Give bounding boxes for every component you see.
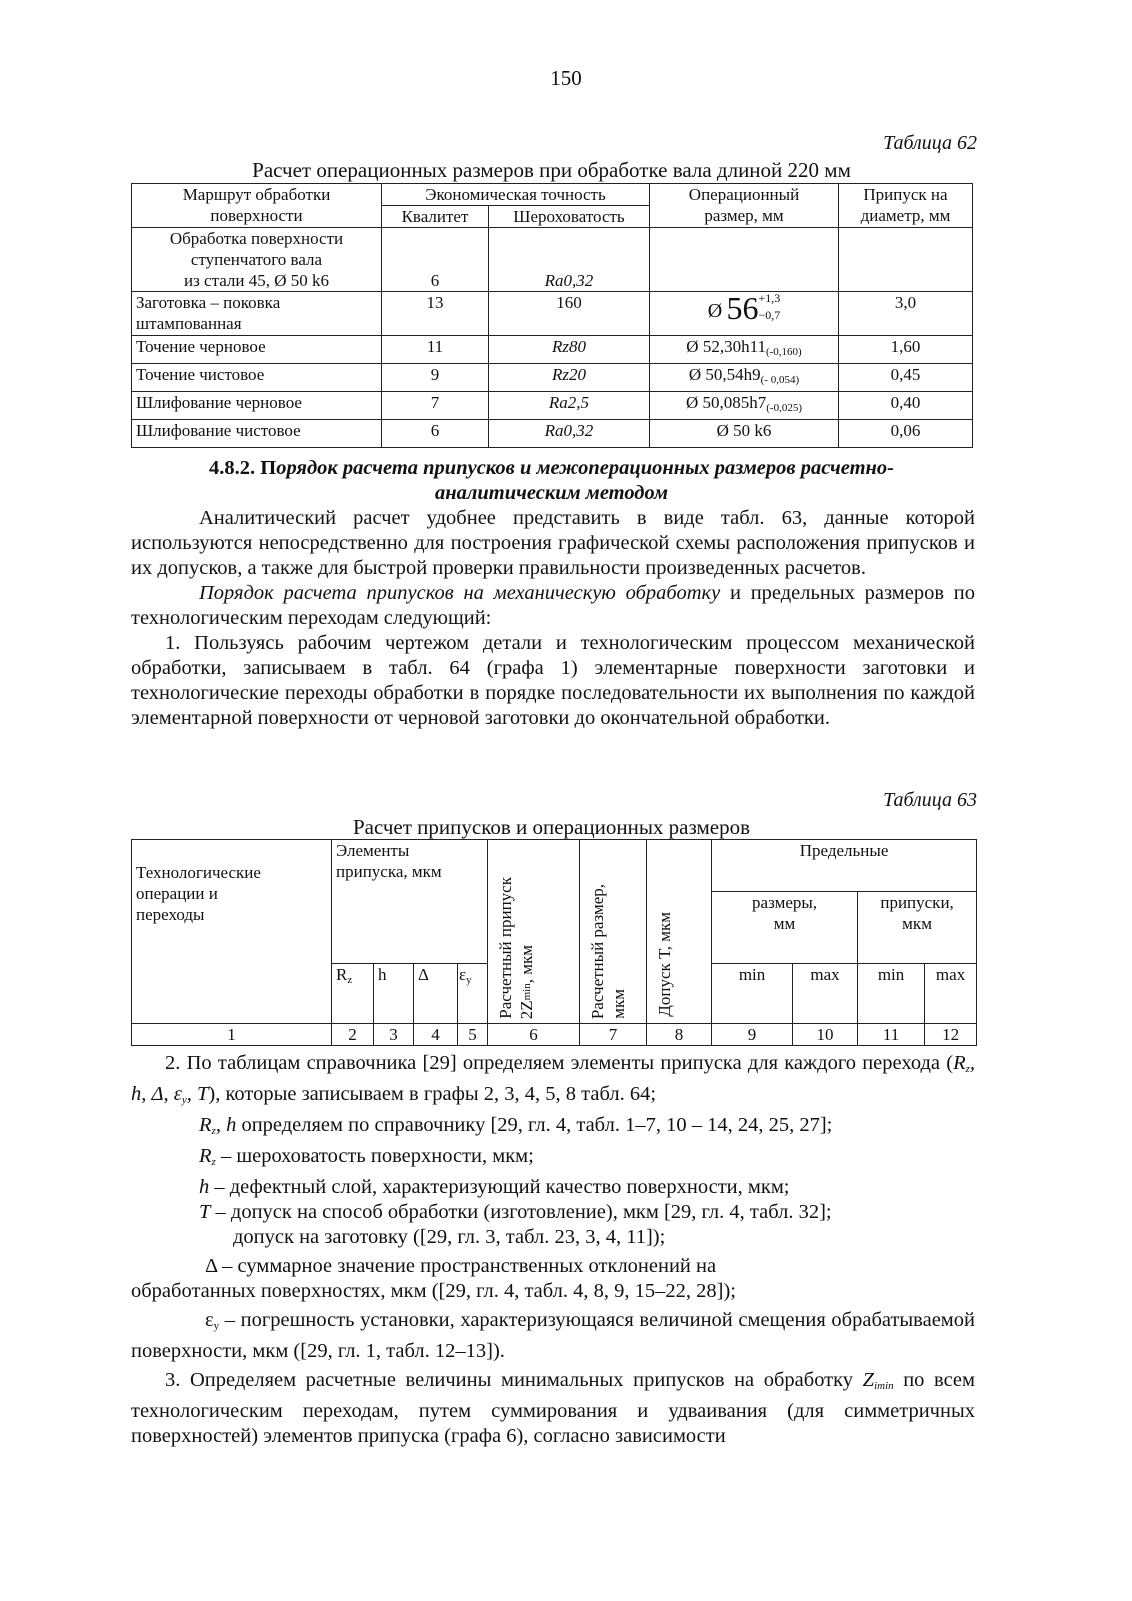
section-number: 4.8.2. П [208, 457, 277, 479]
header-h: h [374, 964, 414, 1024]
line-delta-2: обработанных поверхностях, мкм ([29, гл. 4, табл. 4, 8, 9, 15–22, 28]); [131, 1280, 737, 1302]
header-roughness: Шероховатость [489, 206, 650, 228]
header-delta: Δ [414, 964, 458, 1024]
header-max-allowance: max [925, 964, 977, 1024]
paragraph-step-3: 3. Определяем расчетные величины минимальных припусков на обработку $Z_{imin}$ по всем технологическим переходам, путем суммирования и удваивания (для симметричных поверхностей) элементов припуска (графа 6), согласно зависимости [131, 1369, 976, 1447]
header-max-size: max [793, 964, 858, 1024]
header-eps: $\varepsilon_y$ [458, 964, 488, 1024]
table-row: Точение чистовое 9 Rz20 Ø $50,54h9_{(- 0,054)}$ 0,45 [132, 364, 973, 392]
section-title-line2: аналитическим методом [434, 482, 668, 504]
row-kvalitet: 6 [382, 228, 489, 292]
line-rz: $R_z$ – шероховатость поверхности, мкм; [199, 1145, 534, 1168]
line-blank-tolerance: допуск на заготовку ([29, гл. 3, табл. 23, 3, 4, 11]); [233, 1226, 666, 1248]
body-text-2 [131, 1051, 975, 1449]
header-sizes: размеры, мм [712, 892, 858, 964]
paragraph-2: Порядок расчета припусков на механическую обработку и предельных размеров по технологическим переходам следующий: [131, 582, 975, 629]
table-63 [131, 839, 977, 1046]
section-title-line1: орядок расчета припусков и межоперационных размеров расчетно- [276, 457, 895, 479]
row-allowance: 3,0 [839, 292, 973, 336]
line-delta-1: Δ – суммарное значение пространственных отклонений на [205, 1255, 717, 1277]
header-tolerance: Допуск Т, мкм [647, 840, 712, 1024]
table-62-title: Расчет операционных размеров при обработке вала длиной 220 мм [252, 158, 851, 182]
header-allowance: Припуск на диаметр, мм [839, 184, 973, 228]
body-text-1 [131, 506, 975, 731]
header-operations: Технологические операции и переходы [132, 840, 332, 1024]
section-heading [131, 456, 972, 506]
header-min-size: min [712, 964, 793, 1024]
paragraph-step-2: 2. По таблицам справочника [29] определяем элементы припуска для каждого перехода ($R_z$, h, Δ, $\varepsilon_y$, T), которые записываем в графы 2, 3, 4, 5, 8 табл. 64; [131, 1052, 975, 1106]
header-limit: Предельные [712, 840, 977, 892]
row-kvalitet: 13 [382, 292, 489, 336]
row-roughness: Ra0,32 [489, 228, 650, 292]
table-63-title: Расчет припусков и операционных размеров [352, 815, 751, 839]
page-number: 150 [550, 66, 582, 90]
table-row: Точение черновое 11 Rz80 Ø $52,30h11_{(-0,160)}$ 1,60 [132, 336, 973, 364]
header-min-allowance: min [858, 964, 925, 1024]
table-row: Шлифование черновое 7 Ra2,5 Ø $50,085h7_{(-0,025)}$ 0,40 [132, 392, 973, 420]
table-row: Шлифование чистовое 6 Ra0,32 Ø 50 k6 0,06 [132, 420, 973, 448]
paragraph-1: Аналитический расчет удобнее представить в виде табл. 63, данные которой используются непосредственно для построения графической схемы расположения припусков и их допусков, а также для быстрой проверки правильности произведенных расчетов. [131, 507, 975, 579]
row-name: Обработка поверхности ступенчатого вала из стали 45, Ø 50 k6 [132, 228, 382, 292]
table-row: 1 2 3 4 5 6 7 8 9 10 11 12 [132, 1024, 977, 1046]
header-opsize: Операционный размер, мм [650, 184, 839, 228]
table-row [132, 292, 973, 336]
line-eps: $\varepsilon_у$ – погрешность установки, характеризующаяся величиной смещения обрабатываемой поверхности, мкм ([29, гл. 1, табл. 12–13]). [131, 1309, 975, 1362]
row-name: Заготовка – поковка штампованная [132, 292, 382, 336]
header-economic: Экономическая точность [382, 184, 650, 206]
header-allowances: припуски, мкм [858, 892, 977, 964]
header-elements: Элементы припуска, мкм [332, 840, 488, 964]
header-kvalitet: Квалитет [382, 206, 489, 228]
table-62 [131, 183, 973, 448]
header-calc-allowance: Расчетный припуск 2Zmin, мкм [488, 840, 580, 1024]
header-route: Маршрут обработки поверхности [132, 184, 382, 228]
line-rz-h: $R_z$, h определяем по справочнику [29, гл. 4, табл. 1–7, 10 – 14, 24, 25, 27]; [199, 1114, 833, 1137]
line-t: T – допуск на способ обработки (изготовление), мкм [29, гл. 4, табл. 32]; [199, 1201, 832, 1223]
table-62-label: Таблица 62 [883, 132, 977, 154]
paragraph-3: 1. Пользуясь рабочим чертежом детали и технологическим процессом механической обработки, записываем в табл. 64 (графа 1) элементарные поверхности заготовки и технологические переходы обработки в порядке последовательности их выполнения по каждой элементарной поверхности от черновой заготовки до окончательной обработки. [131, 632, 975, 729]
row-size: Ø 56 +1,3 −0,7 [650, 292, 839, 336]
table-row [132, 228, 973, 292]
header-calc-size: Расчетный размер, мкм [580, 840, 647, 1024]
line-h: h – дефектный слой, характеризующий качество поверхности, мкм; [199, 1176, 790, 1198]
row-roughness: 160 [489, 292, 650, 336]
header-rz: $R_z$ [332, 964, 374, 1024]
table-63-label: Таблица 63 [883, 789, 977, 811]
